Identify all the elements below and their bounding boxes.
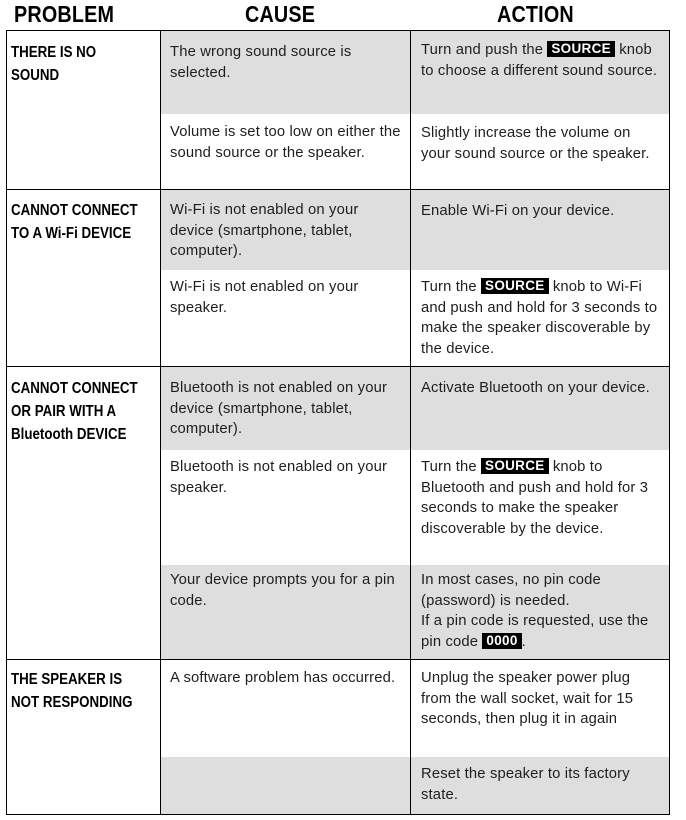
- problem-no-sound: THERE IS NO SOUND: [11, 44, 97, 84]
- cause-wifi-speaker: Wi-Fi is not enabled on your speaker.: [170, 279, 359, 316]
- header-cause: CAUSE: [245, 1, 316, 27]
- problem-bluetooth: CANNOT CONNECT OR PAIR WITH A Bluetooth DEVICE: [11, 380, 138, 443]
- action-activate-bt: Activate Bluetooth on your device.: [421, 380, 650, 396]
- action-enable-wifi: Enable Wi-Fi on your device.: [421, 203, 615, 219]
- cause-volume-low: Volume is set too low on either the sound source or the speaker.: [170, 124, 401, 161]
- source-knob-label: SOURCE: [481, 458, 549, 474]
- cause-wrong-source: The wrong sound source is selected.: [170, 44, 352, 81]
- cause-pin-prompt: Your device prompts you for a pin code.: [170, 572, 395, 609]
- action-choose-source: Turn and push the SOURCE knob to choose a different sound source.: [421, 41, 658, 79]
- action-unplug: Unplug the speaker power plug from the wall socket, wait for 15 seconds, then plug it in again: [421, 670, 634, 727]
- cause-bt-speaker: Bluetooth is not enabled on your speaker.: [170, 459, 388, 496]
- source-knob-label: SOURCE: [547, 41, 615, 57]
- action-pin-code: In most cases, no pin code (password) is needed. If a pin code is requested, use the pin code 0000 .: [421, 572, 649, 650]
- problem-wifi: CANNOT CONNECT TO A Wi-Fi DEVICE: [11, 202, 138, 242]
- cause-wifi-device: Wi-Fi is not enabled on your device (smartphone, tablet, computer).: [170, 202, 359, 259]
- cause-bt-device: Bluetooth is not enabled on your device (smartphone, tablet, computer).: [170, 380, 388, 437]
- pin-code-label: 0000: [482, 633, 521, 649]
- action-wifi-discoverable: Turn the SOURCE knob to Wi-Fi and push and hold for 3 seconds to make the speaker discoverable by the device.: [421, 278, 658, 357]
- header-problem: PROBLEM: [14, 1, 115, 27]
- action-increase-volume: Slightly increase the volume on your sound source or the speaker.: [421, 125, 650, 162]
- source-knob-label: SOURCE: [481, 278, 549, 294]
- problem-not-responding: THE SPEAKER IS NOT RESPONDING: [11, 671, 133, 711]
- header-action: ACTION: [497, 1, 574, 27]
- action-bt-discoverable: Turn the SOURCE knob to Bluetooth and push and hold for 3 seconds to make the speaker discoverable by the device.: [421, 458, 649, 537]
- cause-software: A software problem has occurred.: [170, 670, 396, 686]
- action-reset: Reset the speaker to its factory state.: [421, 766, 630, 803]
